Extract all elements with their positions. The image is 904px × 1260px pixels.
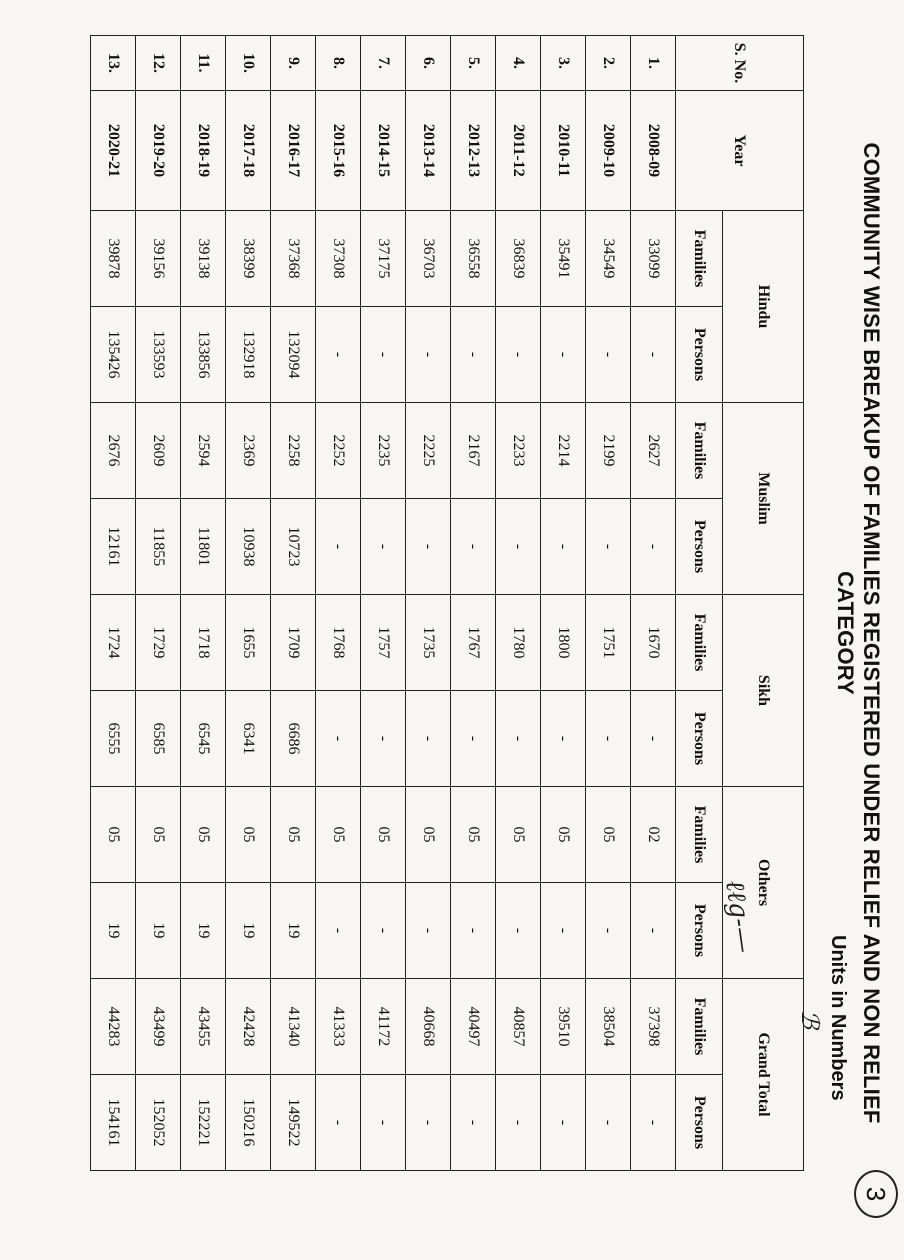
cell-value: 41340: [271, 979, 316, 1075]
cell-value: 2233: [496, 403, 541, 499]
cell-value: -: [541, 691, 586, 787]
cell-value: 05: [361, 787, 406, 883]
cell-value: 133593: [136, 307, 181, 403]
cell-value: 05: [91, 787, 136, 883]
handwritten-signature: ℓℓg‐—: [719, 878, 759, 955]
cell-value: 40857: [496, 979, 541, 1075]
cell-value: 6341: [226, 691, 271, 787]
cell-value: -: [316, 1075, 361, 1171]
cell-value: 1709: [271, 595, 316, 691]
cell-sno: 1.: [631, 36, 676, 91]
cell-value: 37398: [631, 979, 676, 1075]
document-title: COMMUNITY WISE BREAKUP OF FAMILIES REGISTERED UNDER RELIEF AND NON RELIEF CATEGORY: [833, 142, 884, 1124]
table-row: [181, 36, 226, 1171]
cell-sno: 8.: [316, 36, 361, 91]
cell-value: -: [361, 499, 406, 595]
cell-value: 2676: [91, 403, 136, 499]
cell-value: 2235: [361, 403, 406, 499]
cell-year: 2020-21: [91, 91, 136, 211]
cell-value: 2627: [631, 403, 676, 499]
cell-value: 10938: [226, 499, 271, 595]
cell-value: 42428: [226, 979, 271, 1075]
cell-sno: 4.: [496, 36, 541, 91]
cell-value: 1724: [91, 595, 136, 691]
cell-year: 2015-16: [316, 91, 361, 211]
cell-value: 1718: [181, 595, 226, 691]
cell-sno: 2.: [586, 36, 631, 91]
table-row: [631, 36, 676, 1171]
cell-value: 1655: [226, 595, 271, 691]
cell-value: 2214: [541, 403, 586, 499]
cell-value: 11855: [136, 499, 181, 595]
cell-value: 05: [406, 787, 451, 883]
cell-value: 1729: [136, 595, 181, 691]
cell-value: -: [316, 499, 361, 595]
cell-value: 19: [271, 883, 316, 979]
page-number-circle: 3: [854, 1170, 898, 1218]
cell-value: 154161: [91, 1075, 136, 1171]
cell-value: -: [586, 1075, 631, 1171]
cell-value: 44283: [91, 979, 136, 1075]
cell-value: -: [631, 307, 676, 403]
cell-value: -: [451, 499, 496, 595]
cell-sno: 3.: [541, 36, 586, 91]
table-row: [226, 36, 271, 1171]
cell-sno: 13.: [91, 36, 136, 91]
cell-value: 19: [136, 883, 181, 979]
cell-value: 40497: [451, 979, 496, 1075]
cell-value: 152052: [136, 1075, 181, 1171]
cell-year: 2014-15: [361, 91, 406, 211]
cell-value: -: [316, 307, 361, 403]
cell-value: -: [316, 883, 361, 979]
cell-value: 36558: [451, 211, 496, 307]
subheader-persons: Persons: [676, 1075, 723, 1171]
cell-value: 1800: [541, 595, 586, 691]
table-row: [541, 36, 586, 1171]
cell-year: 2011-12: [496, 91, 541, 211]
table-row: [136, 36, 181, 1171]
cell-sno: 12.: [136, 36, 181, 91]
cell-value: 1768: [316, 595, 361, 691]
subheader-persons: Persons: [676, 691, 723, 787]
cell-value: 41333: [316, 979, 361, 1075]
header-hindu: Hindu: [723, 211, 804, 403]
cell-value: -: [406, 307, 451, 403]
community-breakup-table: [90, 35, 804, 1171]
cell-value: 19: [226, 883, 271, 979]
cell-value: -: [631, 1075, 676, 1171]
header-year: Year: [676, 91, 804, 211]
cell-value: -: [541, 883, 586, 979]
subheader-families: Families: [676, 595, 723, 691]
cell-value: 150216: [226, 1075, 271, 1171]
cell-year: 2013-14: [406, 91, 451, 211]
cell-value: 2252: [316, 403, 361, 499]
cell-year: 2009-10: [586, 91, 631, 211]
table-row: [91, 36, 136, 1171]
cell-value: -: [586, 499, 631, 595]
cell-value: 43499: [136, 979, 181, 1075]
cell-value: -: [496, 499, 541, 595]
cell-value: 2167: [451, 403, 496, 499]
subheader-persons: Persons: [676, 499, 723, 595]
subheader-persons: Persons: [676, 883, 723, 979]
cell-value: 05: [316, 787, 361, 883]
table-row: [271, 36, 316, 1171]
cell-value: 10723: [271, 499, 316, 595]
table-row: [406, 36, 451, 1171]
cell-value: -: [361, 307, 406, 403]
cell-value: -: [361, 883, 406, 979]
cell-value: 133856: [181, 307, 226, 403]
cell-value: -: [406, 691, 451, 787]
cell-value: 39878: [91, 211, 136, 307]
cell-sno: 10.: [226, 36, 271, 91]
cell-value: -: [496, 307, 541, 403]
cell-value: 39510: [541, 979, 586, 1075]
cell-year: 2018-19: [181, 91, 226, 211]
cell-value: 19: [181, 883, 226, 979]
header-others: Others: [723, 787, 804, 979]
cell-value: 2258: [271, 403, 316, 499]
table-row: [586, 36, 631, 1171]
cell-value: 1735: [406, 595, 451, 691]
cell-value: 19: [91, 883, 136, 979]
cell-value: 11801: [181, 499, 226, 595]
cell-value: -: [541, 1075, 586, 1171]
cell-value: 1757: [361, 595, 406, 691]
cell-value: -: [541, 499, 586, 595]
header-sno: S. No.: [676, 36, 804, 91]
table-row: [316, 36, 361, 1171]
cell-value: 6686: [271, 691, 316, 787]
cell-value: -: [586, 883, 631, 979]
cell-value: -: [406, 883, 451, 979]
cell-year: 2012-13: [451, 91, 496, 211]
cell-value: 05: [586, 787, 631, 883]
cell-value: 2225: [406, 403, 451, 499]
cell-value: 1751: [586, 595, 631, 691]
cell-value: 05: [451, 787, 496, 883]
cell-value: 132918: [226, 307, 271, 403]
cell-sno: 6.: [406, 36, 451, 91]
cell-value: 40668: [406, 979, 451, 1075]
cell-value: 35491: [541, 211, 586, 307]
table-row: [361, 36, 406, 1171]
cell-sno: 5.: [451, 36, 496, 91]
cell-value: -: [631, 883, 676, 979]
cell-sno: 7.: [361, 36, 406, 91]
cell-value: 38399: [226, 211, 271, 307]
cell-value: 05: [496, 787, 541, 883]
subheader-families: Families: [676, 403, 723, 499]
cell-value: 2369: [226, 403, 271, 499]
cell-sno: 11.: [181, 36, 226, 91]
cell-value: 1780: [496, 595, 541, 691]
units-note: Units in Numbers: [827, 935, 849, 1101]
cell-value: 05: [541, 787, 586, 883]
handwritten-initial: ℬ: [796, 1010, 824, 1029]
cell-value: -: [451, 307, 496, 403]
cell-value: 135426: [91, 307, 136, 403]
cell-year: 2008-09: [631, 91, 676, 211]
cell-sno: 9.: [271, 36, 316, 91]
cell-value: 6555: [91, 691, 136, 787]
cell-value: -: [496, 1075, 541, 1171]
cell-value: 33099: [631, 211, 676, 307]
cell-value: 37368: [271, 211, 316, 307]
cell-value: 132094: [271, 307, 316, 403]
cell-value: 39138: [181, 211, 226, 307]
cell-value: 1670: [631, 595, 676, 691]
cell-value: -: [496, 883, 541, 979]
cell-value: -: [496, 691, 541, 787]
cell-year: 2019-20: [136, 91, 181, 211]
table-row: [451, 36, 496, 1171]
cell-value: 38504: [586, 979, 631, 1075]
cell-value: -: [406, 499, 451, 595]
subheader-families: Families: [676, 211, 723, 307]
cell-value: 6585: [136, 691, 181, 787]
table-header-row: [723, 36, 804, 1171]
cell-value: -: [361, 1075, 406, 1171]
cell-year: 2016-17: [271, 91, 316, 211]
cell-value: 36703: [406, 211, 451, 307]
cell-value: 43455: [181, 979, 226, 1075]
subheader-persons: Persons: [676, 307, 723, 403]
cell-value: 02: [631, 787, 676, 883]
cell-value: 2594: [181, 403, 226, 499]
table-row: [496, 36, 541, 1171]
cell-value: -: [631, 499, 676, 595]
cell-value: 152221: [181, 1075, 226, 1171]
cell-value: 37308: [316, 211, 361, 307]
cell-value: 41172: [361, 979, 406, 1075]
cell-value: -: [586, 307, 631, 403]
cell-value: 6545: [181, 691, 226, 787]
cell-value: -: [406, 1075, 451, 1171]
header-muslim: Muslim: [723, 403, 804, 595]
cell-value: 12161: [91, 499, 136, 595]
cell-value: 2199: [586, 403, 631, 499]
cell-value: -: [451, 883, 496, 979]
cell-value: 34549: [586, 211, 631, 307]
cell-year: 2017-18: [226, 91, 271, 211]
cell-value: 36839: [496, 211, 541, 307]
cell-value: 37175: [361, 211, 406, 307]
cell-value: 2609: [136, 403, 181, 499]
cell-value: 05: [181, 787, 226, 883]
cell-value: -: [451, 1075, 496, 1171]
cell-value: -: [631, 691, 676, 787]
subheader-families: Families: [676, 787, 723, 883]
cell-value: -: [586, 691, 631, 787]
cell-value: -: [316, 691, 361, 787]
table-body: [91, 36, 676, 1171]
cell-value: -: [541, 307, 586, 403]
subheader-families: Families: [676, 979, 723, 1075]
header-grand-total: Grand Total: [723, 979, 804, 1171]
cell-value: 39156: [136, 211, 181, 307]
cell-value: 05: [136, 787, 181, 883]
cell-value: -: [361, 691, 406, 787]
cell-value: 05: [271, 787, 316, 883]
cell-value: 05: [226, 787, 271, 883]
cell-year: 2010-11: [541, 91, 586, 211]
header-sikh: Sikh: [723, 595, 804, 787]
cell-value: 149522: [271, 1075, 316, 1171]
cell-value: 1767: [451, 595, 496, 691]
cell-value: -: [451, 691, 496, 787]
